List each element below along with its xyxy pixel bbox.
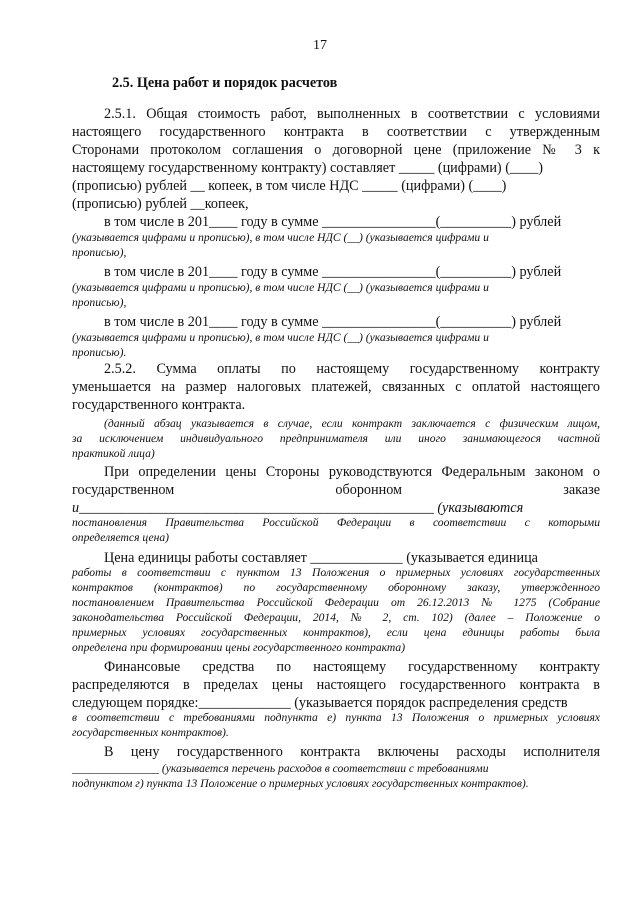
text-line: 2.5.1. Общая стоимость работ, выполненных в соответствии с условиями bbox=[104, 106, 600, 122]
text-line: подпунктом г) пункта 13 Положение о примерных условиях государственных контрактов). bbox=[72, 777, 529, 790]
page-number: 17 bbox=[313, 38, 327, 53]
text-line: распределяются в пределах цены настоящего государственного контракта в bbox=[72, 677, 600, 693]
text-line: уменьшается на размер налоговых платежей, связанных с оплатой настоящего bbox=[72, 379, 600, 395]
text-line: государственном оборонном заказе bbox=[72, 482, 600, 498]
text-line: определена при формировании цены государственного контракта) bbox=[72, 641, 406, 654]
section-heading: 2.5. Цена работ и порядок расчетов bbox=[112, 75, 338, 91]
text-line: за исключением индивидуального предпринимателя или иного занимающегося частной bbox=[72, 432, 600, 445]
text-line: и__________________________________________________ (указываются bbox=[72, 500, 524, 516]
text-line: (прописью) рублей __ копеек, в том числе НДС _____ (цифрами) (____) bbox=[72, 178, 507, 194]
text-line: законодательства Российской Федерации, 2014, № 2, ст. 102) (далее – Положение о bbox=[72, 611, 600, 624]
text-line: контрактов (контрактов) по государственному оборонному заказу, утвержденного bbox=[72, 581, 600, 594]
text-line: Финансовые средства по настоящему государственному контракту bbox=[104, 659, 600, 675]
text-line: постановления Правительства Российской Федерации в соответствии с которыми bbox=[72, 516, 600, 529]
text-line: прописью), bbox=[72, 296, 127, 309]
text-line: (данный абзац указывается в случае, если контракт заключается с физическим лицом, bbox=[104, 417, 600, 430]
text-line: государственного контракта. bbox=[72, 397, 246, 413]
text-line: прописью). bbox=[72, 346, 127, 359]
text-line: _______________ (указывается перечень расходов в соответствии с требованиями bbox=[72, 762, 489, 775]
text-line: (указывается цифрами и прописью), в том числе НДС (__) (указывается цифрами и bbox=[72, 231, 489, 244]
text-line: постановлением Правительства Российской Федерации от 26.12.2013 № 1275 (Собрание bbox=[72, 596, 600, 609]
text-line: При определении цены Стороны руководствуются Федеральным законом о bbox=[104, 464, 600, 480]
text-line: Цена единицы работы составляет _____________ (указывается единица bbox=[104, 550, 538, 566]
text-line: настоящего государственного контракта в соответствии с утвержденным bbox=[72, 124, 600, 140]
text-line: следующем порядке:_____________ (указывается порядок распределения средств bbox=[72, 695, 568, 711]
text-line: прописью), bbox=[72, 246, 127, 259]
text-line: в соответствии с требованиями подпункта е) пункта 13 Положения о примерных условиях bbox=[72, 711, 600, 724]
text-line: практикой лица) bbox=[72, 447, 155, 460]
text-line: в том числе в 201____ году в сумме ________________(__________) рублей bbox=[104, 214, 562, 230]
text-line: настоящему государственному контракту) составляет _____ (цифрами) (____) bbox=[72, 160, 544, 176]
text-line: Сторонами протоколом соглашения о договорной цене (приложение № 3 к bbox=[72, 142, 600, 158]
text-line: государственных контрактов). bbox=[72, 726, 229, 739]
text-line: определяется цена) bbox=[72, 531, 169, 544]
text-line: в том числе в 201____ году в сумме ________________(__________) рублей bbox=[104, 264, 562, 280]
text-line: (указывается цифрами и прописью), в том числе НДС (__) (указывается цифрами и bbox=[72, 331, 489, 344]
text-line: работы в соответствии с пунктом 13 Положения о примерных условиях государственных bbox=[72, 566, 600, 579]
text-line: примерных условиях государственных контрактов), если цена единицы работы была bbox=[72, 626, 600, 639]
text-line: в том числе в 201____ году в сумме ________________(__________) рублей bbox=[104, 314, 562, 330]
text-line: (прописью) рублей __копеек, bbox=[72, 196, 249, 212]
text-line: 2.5.2. Сумма оплаты по настоящему государственному контракту bbox=[104, 361, 600, 377]
text-line: (указывается цифрами и прописью), в том числе НДС (__) (указывается цифрами и bbox=[72, 281, 489, 294]
text-line: В цену государственного контракта включены расходы исполнителя bbox=[104, 744, 600, 760]
